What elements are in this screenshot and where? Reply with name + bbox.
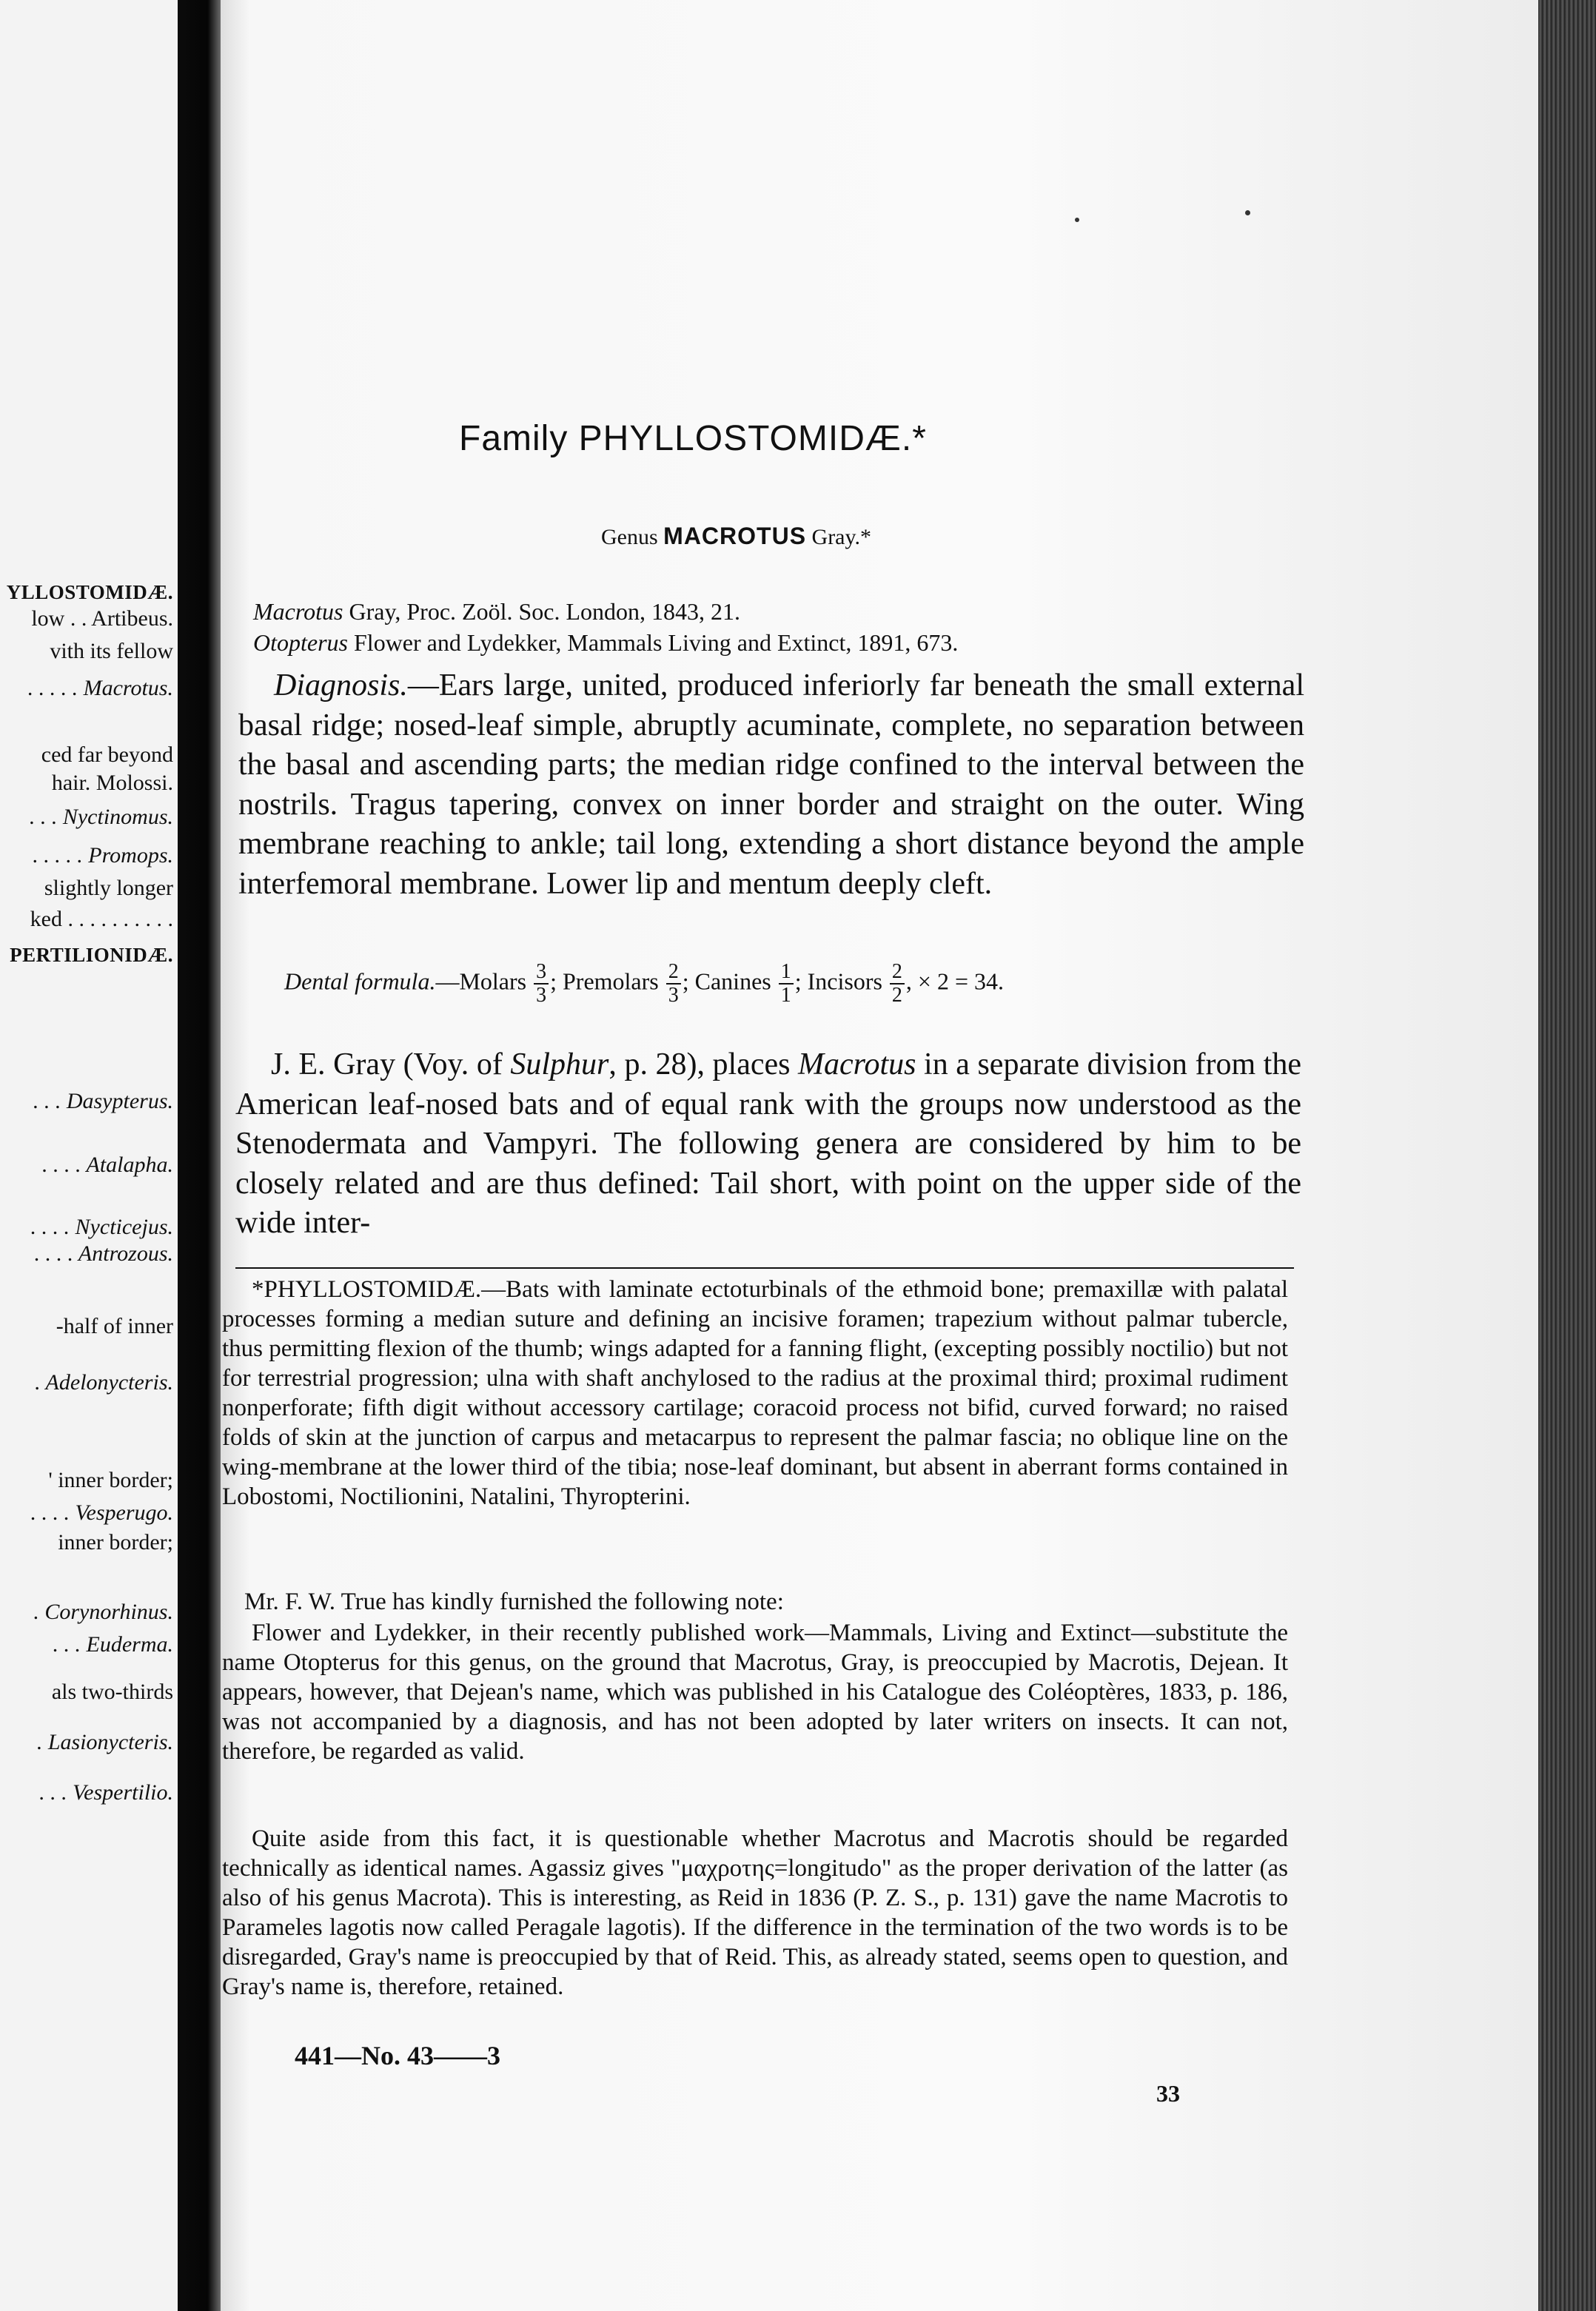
synonym-genus: Otopterus	[253, 629, 348, 656]
facing-page-line: YLLOSTOMIDÆ.	[6, 581, 173, 603]
facing-page-line: hair. Molossi.	[51, 771, 173, 795]
gray-paragraph	[235, 1045, 1301, 1244]
speck-mark	[1245, 210, 1250, 215]
footnote-true-note: Mr. F. W. True has kindly furnished the following note:	[244, 1589, 784, 1615]
fraction-denominator: 1	[780, 984, 791, 1007]
facing-page-line: . . . . Antrozous.	[34, 1241, 173, 1266]
fraction-numerator: 2	[666, 961, 681, 985]
facing-page-line: . . . . . Macrotus.	[27, 676, 173, 700]
synonym-line	[253, 629, 958, 657]
genus-prefix: Genus	[601, 525, 658, 549]
facing-page-line: . . . Euderma.	[53, 1632, 173, 1657]
diagnosis-label: Diagnosis.	[274, 668, 408, 702]
synonym-genus: Macrotus	[253, 598, 343, 625]
canines-label: Canines	[694, 967, 771, 995]
signature-mark: 441—No. 43——3	[295, 2041, 500, 2070]
synonym-line	[253, 598, 740, 625]
canines-fraction	[779, 961, 794, 1007]
facing-page-line: . . . . Atalapha.	[42, 1153, 173, 1177]
facing-page-line: . Adelonycteris.	[35, 1370, 173, 1395]
fraction-denominator: 3	[536, 984, 547, 1007]
footnote-family: *PHYLLOSTOMIDÆ.—Bats with laminate ectoturbinals of the ethmoid bone; premaxillæ with palatal processes forming a median suture and defining an incisive foramen; trapezium without palmar tubercle, thus permitting flexion of the thumb; wings adapted for a fanning flight, (excepting possibly noctilio) but not for terrestrial progression; ulna with shaft anchylosed to the radius at the proximal third; proximal rudiment nonperforate; fifth digit without accessory cartilage; coracoid process not bifid, curved forward; no raised folds of skin at the junction of carpus and metacarpus to represent the palmar fascia; no oblique line on the wing-membrane at the lower third of the tibia; nose-leaf dominant, but absent in aberrant forms contained in Lobostomi, Noctilionini, Natalini, Thyropterini.	[222, 1276, 1288, 1510]
facing-page-line: . . . Dasypterus.	[33, 1089, 173, 1113]
facing-page-line: inner border;	[58, 1530, 173, 1554]
diagnosis-text: —Ears large, united, produced inferiorly far beneath the small external basal ridge; nosed-leaf simple, abruptly acuminate, complete, no separation between the basal and ascending parts; the median ridge confined to the interval between the nostrils. Tragus tapering, convex on inner border and straight on the outer. Wing membrane reaching to ankle; tail long, extending a short distance beyond the ample interfemoral membrane. Lower lip and mentum deeply cleft.	[238, 668, 1304, 901]
page-stack-edge	[1538, 0, 1596, 2311]
facing-page-line: -half of inner	[56, 1314, 173, 1338]
facing-page-line: . . . . Vesperugo.	[30, 1500, 173, 1525]
facing-page-line: als two-thirds	[51, 1680, 173, 1704]
book-gutter-shadow	[178, 0, 221, 2311]
facing-page-line: ' inner border;	[48, 1468, 173, 1492]
premolars-fraction	[666, 961, 681, 1007]
facing-page-fragment	[0, 0, 178, 2311]
facing-page-line: PERTILIONIDÆ.	[10, 944, 173, 966]
page-number: 33	[1156, 2080, 1180, 2107]
facing-page-line: . . . . . Promops.	[33, 843, 173, 868]
footnote-quote-paragraph: Quite aside from this fact, it is questionable whether Macrotus and Macrotis should be regarded technically as identical names. Agassiz gives "μαχροτης=longitudo" as the proper derivation of the latter (as also of his genus Macrota). This is interesting, as Reid in 1836 (P. Z. S., p. 131) gave the name Macrotis to Parameles lagotis now called Peragale lagotis). If the difference in the termination of the two words is to be disregarded, Gray's name is preoccupied by that of Reid. This, as already stated, seems open to question, and Gray's name is, therefore, retained.	[222, 1825, 1288, 2000]
incisors-label: Incisors	[807, 967, 882, 995]
facing-page-line: slightly longer	[44, 876, 173, 900]
molars-fraction	[534, 961, 549, 1007]
footnote-rule	[235, 1267, 1294, 1269]
text-run: J. E. Gray (Voy. of	[271, 1047, 511, 1081]
fraction-denominator: 2	[891, 984, 902, 1007]
facing-page-line: . Corynorhinus.	[33, 1600, 173, 1624]
dental-total: , × 2 = 34.	[905, 967, 1005, 995]
incisors-fraction	[890, 961, 905, 1007]
facing-page-line: . . . Vespertilio.	[39, 1780, 173, 1805]
fraction-numerator: 2	[890, 961, 905, 985]
genus-heading	[601, 523, 871, 550]
facing-page-line: low . . Artibeus.	[31, 606, 173, 631]
facing-page-line: vith its fellow	[50, 639, 173, 663]
speck-mark	[1075, 218, 1079, 222]
facing-page-line: ced far beyond	[41, 742, 173, 767]
premolars-label: Premolars	[562, 967, 659, 995]
facing-page-line: . . . Nyctinomus.	[29, 805, 173, 829]
dental-formula-label: Dental formula.	[284, 967, 436, 995]
ship-name: Sulphur	[510, 1047, 609, 1081]
fraction-denominator: 3	[668, 984, 679, 1007]
dental-formula: Dental formula.—Molars $\frac{3}{3}$ ; Premolars $\frac{2}{3}$ ; Canines $\frac{1}{1}$ ; Incisors $\frac{2}{2}$ , × 2 = 34.	[284, 960, 1005, 1007]
facing-page-line: . . . . Nycticejus.	[30, 1215, 173, 1239]
synonym-citation: Gray, Proc. Zoöl. Soc. London, 1843, 21.	[343, 598, 740, 625]
facing-page-line: ked . . . . . . . . . .	[30, 907, 173, 931]
facing-page-line: . Lasionycteris.	[36, 1730, 173, 1754]
fraction-numerator: 1	[779, 961, 794, 985]
text-run: , p. 28), places	[608, 1047, 799, 1081]
molars-label: —Molars	[435, 967, 527, 995]
footnote-quote-paragraph: Flower and Lydekker, in their recently published work—Mammals, Living and Extinct—substitute the name Otopterus for this genus, on the ground that Macrotus, Gray, is preoccupied by Macrotis, Dejean. It appears, however, that Dejean's name, which was published in his Catalogue des Coléoptères, 1833, p. 186, was not accompanied by a diagnosis, and has not been adopted by later writers on insects. It can not, therefore, be regarded as valid.	[222, 1620, 1288, 1765]
text-run: in a separate division from the American leaf-nosed bats and of equal rank with the groups now understood as the Stenodermata and Vampyri. The following genera are considered by him to be closely related and are thus defined: Tail short, with point on the upper side of the wide inter-	[235, 1047, 1301, 1240]
synonym-citation: Flower and Lydekker, Mammals Living and Extinct, 1891, 673.	[348, 629, 959, 656]
fraction-numerator: 3	[534, 961, 549, 985]
genus-name: MACROTUS	[663, 523, 807, 549]
diagnosis-paragraph	[238, 666, 1304, 904]
genus-author: Gray.*	[811, 525, 872, 549]
family-title: Family PHYLLOSTOMIDÆ.*	[459, 419, 927, 458]
genus-ref: Macrotus	[798, 1047, 916, 1081]
